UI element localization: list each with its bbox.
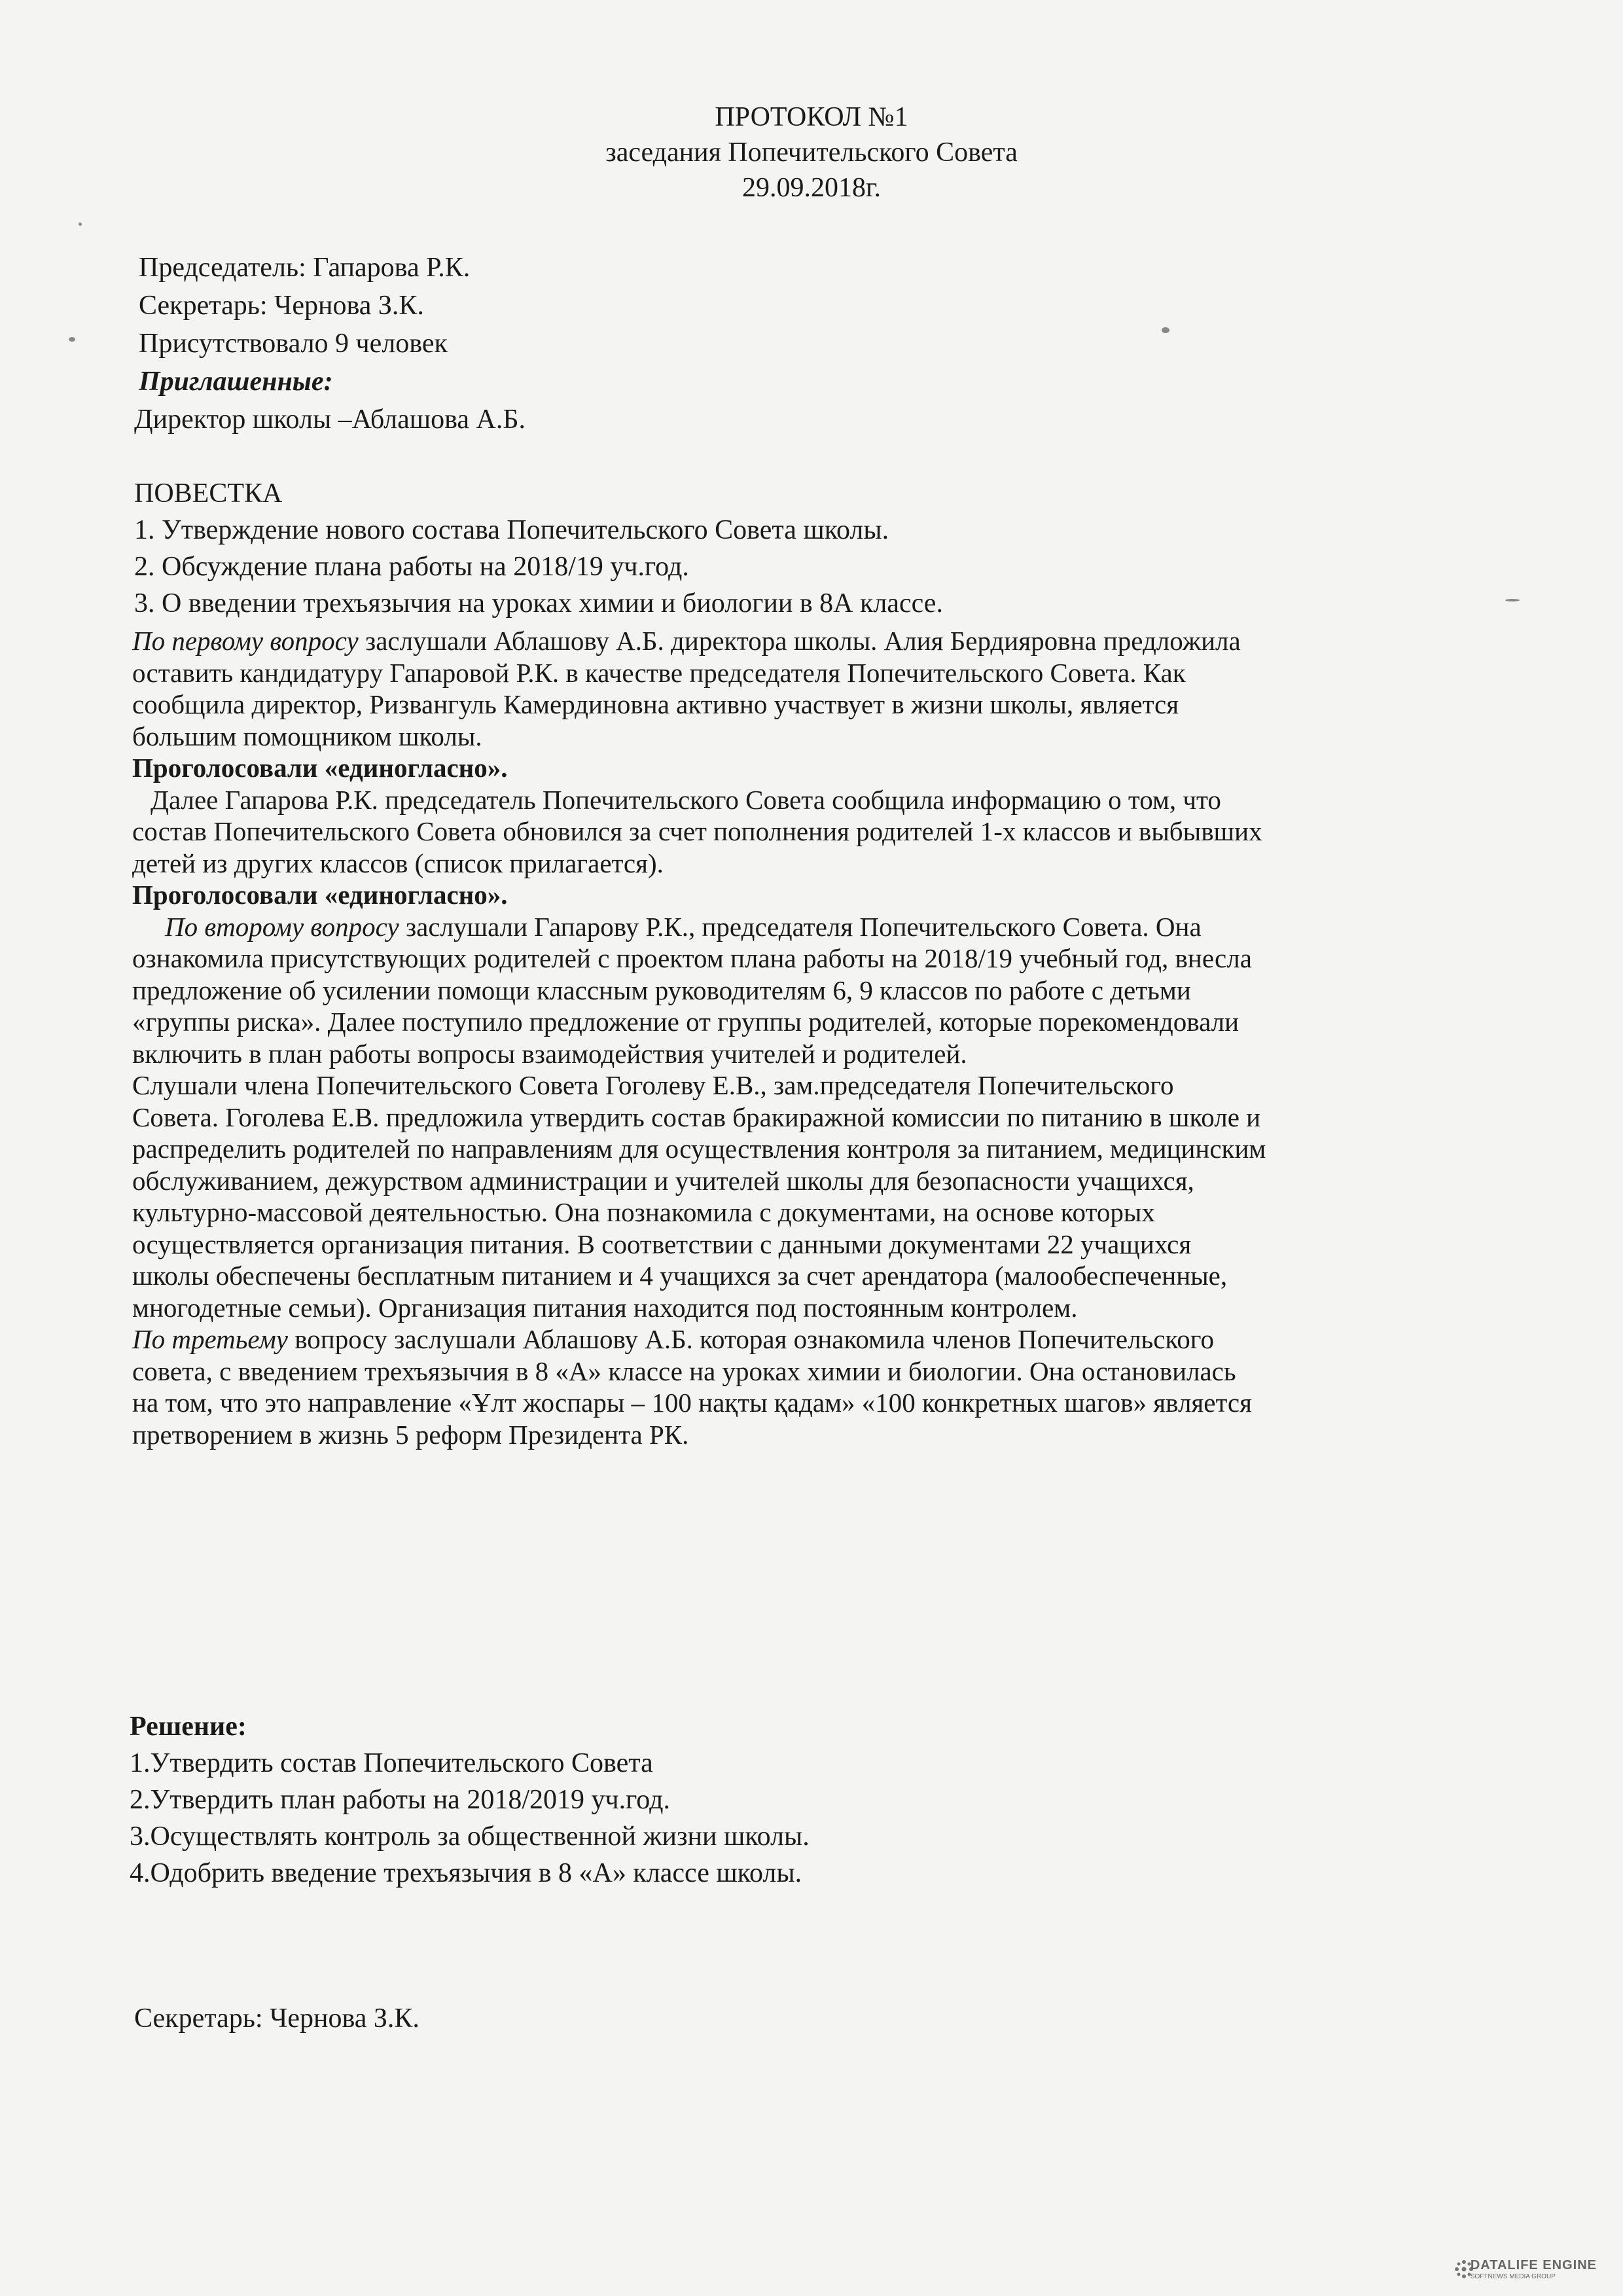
- signature-block: [134, 2000, 419, 2037]
- chair-line: Председатель: Гапарова Р.К.: [139, 253, 471, 283]
- scan-speck: [69, 337, 75, 342]
- document-subtitle: заседания Попечительского Совета: [605, 137, 1018, 168]
- agenda-item-2: 2. Обсуждение плана работы на 2018/19 уч.год.: [134, 552, 689, 582]
- minutes-body: [132, 625, 1266, 1450]
- decision-title: Решение:: [130, 1712, 247, 1742]
- document-date: 29.09.2018г.: [742, 173, 881, 203]
- paragraph-4-line: многодетные семьи). Организация питания находится под постоянным контролем.: [132, 1292, 1078, 1323]
- question-1-lead: По первому вопросу: [132, 626, 359, 656]
- paragraph-4-line: Совета. Гоголева Е.В. предложила утвердить состав бракиражной комиссии по питанию в школе и: [132, 1102, 1261, 1132]
- secretary-signature: Секретарь: Чернова З.К.: [134, 2003, 419, 2034]
- scan-speck: [79, 223, 82, 226]
- scan-speck: [1505, 599, 1520, 601]
- question-1-line: По первому вопросу заслушали Аблашову А.Б. директора школы. Алия Бердияровна предложила: [132, 626, 1241, 656]
- paragraph-2-line: детей из других классов (список прилагается).: [132, 848, 664, 878]
- paragraph-4-line: распределить родителей по направлениям для осуществления контроля за питанием, медицинским: [132, 1134, 1266, 1164]
- agenda-item-3: 3. О введении трехъязычия на уроках химии и биологии в 8А классе.: [134, 588, 943, 619]
- question-3-line: По третьему вопросу заслушали Аблашову А.Б. которая ознакомила членов Попечительского: [132, 1324, 1215, 1354]
- watermark-tagline: SOFTNEWS MEDIA GROUP: [1470, 2273, 1556, 2280]
- attendance-block: [139, 249, 470, 401]
- watermark: [1471, 2258, 1597, 2280]
- invited-label: Приглашенные:: [139, 367, 333, 397]
- question-2-line: По второму вопросу заслушали Гапарову Р.К., председателя Попечительского Совета. Она: [165, 911, 1202, 942]
- decision-item-1: 1.Утвердить состав Попечительского Совета: [130, 1748, 653, 1778]
- vote-result-2: Проголосовали «единогласно».: [132, 880, 508, 910]
- paragraph-4-line: школы обеспечены бесплатным питанием и 4 учащихся за счет арендатора (малообеспеченные,: [132, 1261, 1228, 1291]
- paragraph-2-line: Далее Гапарова Р.К. председатель Попечительского Совета сообщила информацию о том, что: [151, 784, 1221, 815]
- question-1-line: большим помощником школы.: [132, 721, 482, 751]
- watermark-name: DATALIFE ENGINE: [1470, 2258, 1597, 2272]
- vote-result-1: Проголосовали «единогласно».: [132, 753, 508, 783]
- invited-line: Директор школы –Аблашова А.Б.: [134, 404, 526, 435]
- document-title: ПРОТОКОЛ №1: [715, 102, 908, 132]
- paragraph-4-line: Слушали члена Попечительского Совета Гоголеву Е.В., зам.председателя Попечительского: [132, 1070, 1174, 1100]
- question-2-line: предложение об усилении помощи классным руководителям 6, 9 классов по работе с детьми: [132, 975, 1191, 1005]
- present-line: Присутствовало 9 человек: [139, 329, 448, 359]
- question-2-line: «группы риска». Далее поступило предложение от группы родителей, которые порекомендовали: [132, 1007, 1240, 1037]
- decision-item-2: 2.Утвердить план работы на 2018/2019 уч.год.: [130, 1785, 670, 1815]
- question-3-line: на том, что это направление «Ұлт жоспары – 100 нақты қадам» «100 конкретных шагов» является: [132, 1388, 1252, 1418]
- question-1-line: оставить кандидатуру Гапаровой Р.К. в качестве председателя Попечительского Совета. Как: [132, 657, 1186, 688]
- question-2-line: включить в план работы вопросы взаимодействия учителей и родителей.: [132, 1038, 967, 1069]
- scan-speck: [1162, 327, 1169, 333]
- document-header: [0, 99, 1623, 206]
- paragraph-4-line: осуществляется организация питания. В соответствии с данными документами 22 учащихся: [132, 1229, 1192, 1259]
- question-3-line: совета, с введением трехъязычия в 8 «А» классе на уроках химии и биологии. Она остановилась: [132, 1355, 1236, 1386]
- invited-block: [134, 401, 526, 439]
- decision-item-3: 3.Осуществлять контроль за общественной жизни школы.: [130, 1821, 810, 1852]
- question-1-line: сообщила директор, Ризвангуль Камердиновна активно участвует в жизни школы, является: [132, 689, 1179, 719]
- question-3-line: претворением в жизнь 5 реформ Президента РК.: [132, 1419, 689, 1450]
- question-2-line: ознакомила присутствующих родителей с проектом плана работы на 2018/19 учебный год, внесла: [132, 943, 1252, 973]
- agenda-item-1: 1. Утверждение нового состава Попечительского Совета школы.: [134, 515, 889, 545]
- paragraph-4-line: обслуживанием, дежурством администрации и учителей школы для безопасности учащихся,: [132, 1165, 1194, 1196]
- agenda-title: ПОВЕСТКА: [134, 478, 283, 509]
- secretary-line: Секретарь: Чернова З.К.: [139, 291, 424, 321]
- paragraph-2-line: состав Попечительского Совета обновился за счет пополнения родителей 1-х классов и выбывших: [132, 816, 1262, 846]
- question-3-lead: По третьему: [132, 1324, 288, 1354]
- paragraph-4-line: культурно-массовой деятельностью. Она познакомила с документами, на основе которых: [132, 1197, 1155, 1227]
- question-2-lead: По второму вопросу: [165, 911, 399, 942]
- agenda-block: [134, 475, 943, 622]
- decision-item-4: 4.Одобрить введение трехъязычия в 8 «А» классе школы.: [130, 1858, 802, 1888]
- decision-block: [130, 1708, 810, 1892]
